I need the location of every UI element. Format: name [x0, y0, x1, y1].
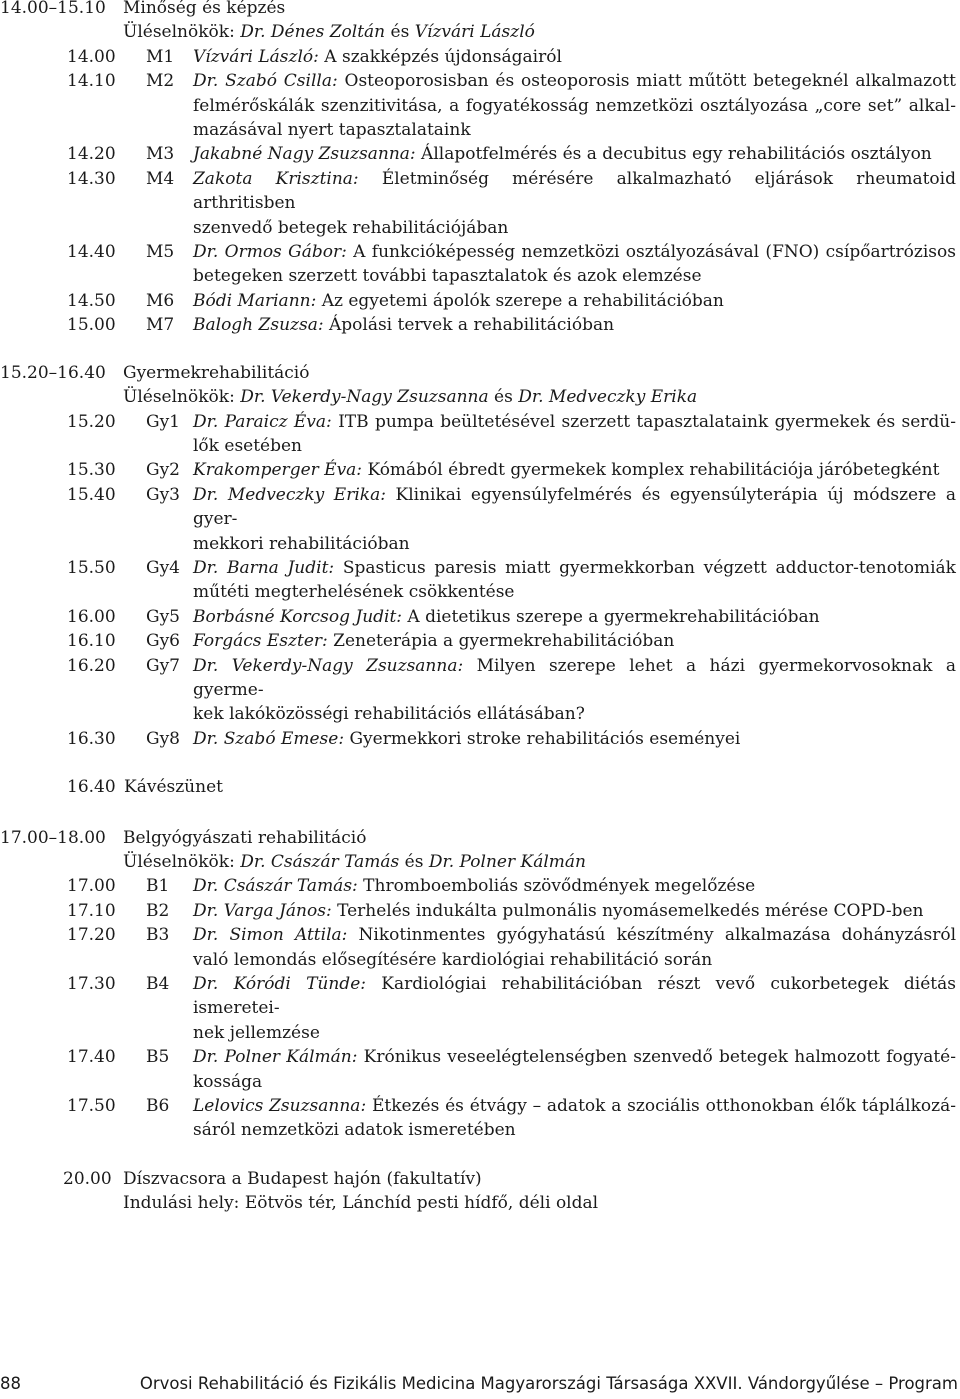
dinner-location: Indulási hely: Eötvös tér, Lánchíd pesti hídfő, déli oldal [123, 1193, 599, 1214]
talk-code: M6 [146, 290, 175, 311]
talk-time: 14.20 [67, 144, 116, 165]
talk-text-line: Dr. Medveczky Erika: Klinikai egyensúlyfelmérés és egyensúlyterápia új módszere a gyer- [193, 484, 956, 530]
talk-text [193, 45, 956, 69]
talk-text-line: Balogh Zsuzsa: Ápolási tervek a rehabilitációban [193, 315, 615, 336]
talk-time: 15.00 [67, 315, 116, 336]
chairs-names: Dr. Vekerdy-Nagy Zsuzsanna és Dr. Medveczky Erika [240, 387, 698, 408]
talk-list [0, 874, 960, 1142]
page-footer [0, 1373, 960, 1395]
talk-time: 14.40 [67, 242, 116, 263]
dinner-time: 20.00 [63, 1168, 112, 1189]
talk-time: 15.20 [67, 411, 116, 432]
talk-code: B1 [146, 876, 170, 897]
talk-text-line: Jakabné Nagy Zsuzsanna: Állapotfelmérés és a decubitus egy rehabilitációs osztályon [193, 144, 932, 165]
talk-text-line: felmérőskálák szenzitivitása, a fogyatékosság nemzetközi osztályozása „core set” alkal- [193, 95, 956, 116]
talk-text-line: lők esetében [193, 435, 303, 456]
talk-item [0, 923, 960, 972]
talk-text-line: Dr. Varga János: Terhelés indukálta pulmonális nyomásemelkedés mérése COPD-ben [193, 900, 924, 921]
talk-time: 15.50 [67, 557, 116, 578]
talk-code: M3 [146, 144, 175, 165]
talk-text-line: sáról nemzetközi adatok ismeretében [193, 1120, 516, 1141]
gala-dinner [0, 1167, 960, 1216]
talk-code: B3 [146, 925, 170, 946]
talk-text [193, 240, 956, 289]
talk-text [193, 458, 956, 482]
talk-text-line: nek jellemzése [193, 1022, 320, 1043]
talk-text-line: Borbásné Korcsog Judit: A dietetikus szerepe a gyermekrehabilitációban [193, 606, 820, 627]
talk-code: B2 [146, 900, 170, 921]
talk-text-line: Dr. Ormos Gábor: A funkcióképesség nemzetközi osztályozásával (FNO) csípőartrózisos [193, 242, 956, 263]
talk-item [0, 313, 960, 337]
talk-time: 17.10 [67, 900, 116, 921]
talk-code: Gy6 [146, 631, 180, 652]
talk-text-line: szenvedő betegek rehabilitációjában [193, 217, 509, 238]
dinner-title: Díszvacsora a Budapest hajón (fakultatív) [123, 1168, 482, 1189]
talk-text [193, 972, 956, 1045]
talk-code: M2 [146, 71, 175, 92]
dinner-header [0, 1167, 960, 1191]
talk-text-line: Dr. Szabó Emese: Gyermekkori stroke rehabilitációs eseményei [193, 728, 741, 749]
talk-item [0, 458, 960, 482]
chairs-prefix: Üléselnökök: [123, 852, 235, 872]
talk-time: 16.30 [67, 728, 116, 749]
talk-code: Gy2 [146, 460, 180, 481]
talk-item [0, 240, 960, 289]
talk-time: 15.30 [67, 460, 116, 481]
talk-time: 17.30 [67, 974, 116, 995]
talk-time: 16.00 [67, 606, 116, 627]
session-title: Minőség és képzés [123, 0, 286, 18]
talk-item [0, 629, 960, 653]
talk-text [193, 1094, 956, 1143]
talk-code: M5 [146, 242, 175, 263]
session-title: Gyermekrehabilitáció [123, 362, 310, 383]
talk-text-line: Bódi Mariann: Az egyetemi ápolók szerepe a rehabilitációban [193, 290, 724, 311]
talk-list [0, 410, 960, 752]
talk-time: 17.40 [67, 1047, 116, 1068]
talk-item [0, 167, 960, 240]
talk-text [193, 654, 956, 727]
break-time: 16.40 [67, 777, 116, 798]
break-label: Kávészünet [124, 777, 223, 798]
talk-text-line: Dr. Szabó Csilla: Osteoporosisban és osteoporosis miatt műtött betegeknél alkalmazott [193, 71, 956, 92]
talk-item [0, 654, 960, 727]
talk-time: 15.40 [67, 484, 116, 505]
talk-text-line: Dr. Vekerdy-Nagy Zsuzsanna: Milyen szerepe lehet a házi gyermekorvosoknak a gyerme- [193, 655, 957, 700]
talk-text [193, 727, 956, 751]
talk-item [0, 1045, 960, 1094]
talk-text [193, 629, 956, 653]
page-number: 88 [0, 1374, 21, 1393]
chairs-prefix: Üléselnökök: [123, 22, 235, 43]
talk-text-line: kek lakóközösségi rehabilitációs ellátásában? [193, 704, 585, 725]
talk-item [0, 605, 960, 629]
talk-text-line: Dr. Paraicz Éva: ITB pumpa beültetésével szerzett tapasztalataink gyermekek és serdü- [193, 411, 956, 432]
talk-item [0, 45, 960, 69]
talk-code: Gy3 [146, 484, 180, 505]
session-header [0, 826, 960, 850]
talk-text [193, 289, 956, 313]
talk-text-line: Dr. Barna Judit: Spasticus paresis miatt gyermekkorban végzett adductor-tenotomiák [193, 557, 956, 578]
talk-item [0, 874, 960, 898]
talk-text-line: kossága [193, 1071, 263, 1092]
talk-time: 17.20 [67, 925, 116, 946]
talk-time: 16.20 [67, 655, 116, 676]
session-title: Belgyógyászati rehabilitáció [123, 827, 367, 848]
talk-text-line: betegeken szerzett további tapasztalatok és azok elemzése [193, 266, 702, 287]
talk-code: Gy5 [146, 606, 180, 627]
footer-title: Orvosi Rehabilitáció és Fizikális Medicina Magyarországi Társasága XXVII. Vándorgyűlése – Program [139, 1374, 958, 1393]
talk-code: B5 [146, 1047, 170, 1068]
talk-code: Gy7 [146, 655, 180, 676]
talk-item [0, 483, 960, 556]
talk-text-line: mazásával nyert tapasztalataink [193, 120, 471, 141]
session-chairs [0, 385, 960, 409]
talk-text [193, 167, 956, 240]
talk-text [193, 899, 956, 923]
talk-list [0, 45, 960, 338]
talk-text [193, 142, 956, 166]
talk-time: 17.00 [67, 876, 116, 897]
talk-text-line: Forgács Eszter: Zeneterápia a gyermekrehabilitációban [193, 631, 675, 652]
talk-code: B4 [146, 974, 170, 995]
session-header [0, 361, 960, 385]
talk-code: M7 [146, 315, 175, 336]
chairs-names: Dr. Császár Tamás és Dr. Polner Kálmán [240, 852, 586, 872]
talk-item [0, 289, 960, 313]
session-quality-training [0, 0, 960, 338]
chairs-names: Dr. Dénes Zoltán és Vízvári László [240, 22, 535, 43]
session-time: 14.00–15.10 [0, 0, 106, 18]
chairs-prefix: Üléselnökök: [123, 387, 235, 408]
session-header [0, 0, 960, 20]
talk-text [193, 923, 956, 972]
talk-code: M1 [146, 46, 175, 67]
talk-text-line: mekkori rehabilitációban [193, 533, 410, 554]
talk-text-line: Krakomperger Éva: Kómából ébredt gyermekek komplex rehabilitációja járóbetegként [193, 460, 940, 481]
talk-time: 16.10 [67, 631, 116, 652]
session-internal-medicine-rehab [0, 826, 960, 1143]
talk-item [0, 556, 960, 605]
talk-item [0, 972, 960, 1045]
talk-code: Gy4 [146, 557, 180, 578]
talk-item [0, 727, 960, 751]
session-pediatric-rehab [0, 361, 960, 752]
talk-time: 14.00 [67, 46, 116, 67]
talk-code: B6 [146, 1096, 170, 1117]
talk-item [0, 899, 960, 923]
talk-item [0, 410, 960, 459]
talk-text-line: való lemondás elősegítésére kardiológiai rehabilitáció során [193, 949, 713, 970]
talk-time: 17.50 [67, 1096, 116, 1117]
talk-text-line: Dr. Polner Kálmán: Krónikus veseelégtelenségben szenvedő betegek halmozott fogyaté- [193, 1047, 956, 1068]
talk-time: 14.50 [67, 290, 116, 311]
talk-text [193, 605, 956, 629]
talk-item [0, 142, 960, 166]
talk-item [0, 1094, 960, 1143]
talk-text-line: Dr. Császár Tamás: Thromboemboliás szövődmények megelőzése [193, 876, 756, 897]
talk-text [193, 313, 956, 337]
talk-code: M4 [146, 168, 175, 189]
talk-text [193, 69, 956, 142]
session-chairs [0, 850, 960, 874]
talk-code: Gy1 [146, 411, 180, 432]
talk-time: 14.30 [67, 168, 116, 189]
talk-text-line: Lelovics Zsuzsanna: Étkezés és étvágy – adatok a szociális otthonokban élők táplálkozá- [193, 1096, 956, 1117]
talk-text [193, 410, 956, 459]
talk-text-line: Vízvári László: A szakképzés újdonságairól [193, 46, 562, 67]
talk-code: Gy8 [146, 728, 180, 749]
talk-text [193, 874, 956, 898]
session-time: 17.00–18.00 [0, 827, 106, 848]
talk-text [193, 556, 956, 605]
session-time: 15.20–16.40 [0, 362, 106, 383]
talk-text [193, 483, 956, 556]
talk-time: 14.10 [67, 71, 116, 92]
coffee-break [0, 775, 960, 799]
session-chairs [0, 20, 960, 44]
talk-text-line: Zakota Krisztina: Életminőség mérésére alkalmazható eljárások rheumatoid arthritisben [193, 168, 956, 214]
talk-text-line: Dr. Kóródi Tünde: Kardiológiai rehabilitációban részt vevő cukorbetegek diétás ismeretei- [193, 974, 956, 1019]
talk-item [0, 69, 960, 142]
talk-text-line: Dr. Simon Attila: Nikotinmentes gyógyhatású készítmény alkalmazása dohányzásról [193, 925, 957, 946]
talk-text-line: műtéti megterhelésének csökkentése [193, 582, 515, 603]
talk-text [193, 1045, 956, 1094]
